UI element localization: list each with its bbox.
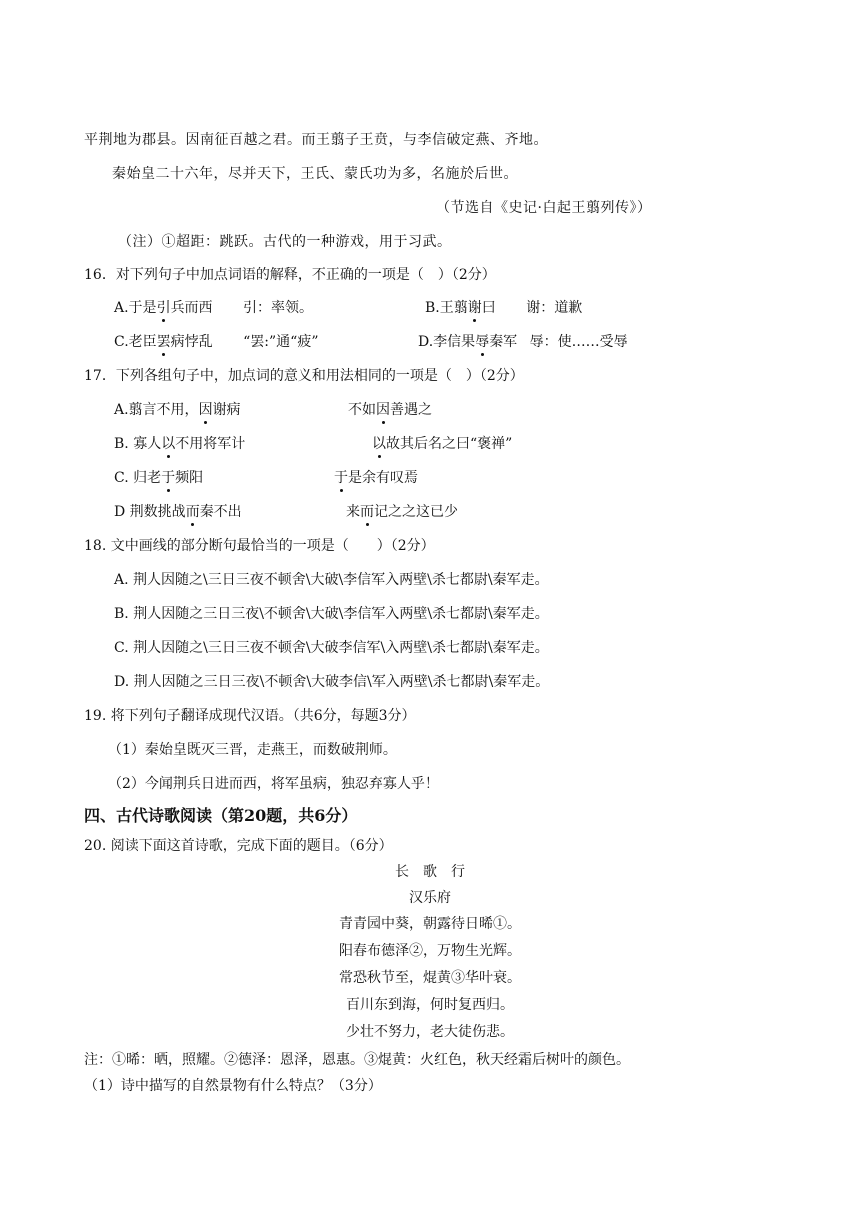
option-text: 病悖乱 xyxy=(170,334,213,350)
option-text: 不如 xyxy=(348,402,376,418)
dotted-word: 于 xyxy=(334,470,348,486)
poem-line: 少壮不努力，老大徒伤悲。 xyxy=(346,1024,514,1040)
dotted-word: 因 xyxy=(376,402,390,418)
option-text: 是余有叹焉 xyxy=(348,470,418,486)
question-18-stem: 18. 文中画线的部分断句最恰当的一项是（ ）（2分） xyxy=(84,538,435,554)
question-19-stem: 19. 将下列句子翻译成现代汉语。（共6分，每题3分） xyxy=(84,708,416,724)
dotted-word: 辱 xyxy=(475,334,490,350)
option-text: A.于是 xyxy=(114,300,157,316)
option-text: 兵而西 xyxy=(170,300,213,316)
q17-option-b-left xyxy=(114,434,245,454)
q16-option-a xyxy=(114,298,313,318)
q16-option-c xyxy=(114,332,318,352)
q19-sentence-1: （1）秦始皇既灭三晋，走燕王，而数破荆师。 xyxy=(108,742,397,758)
q18-option-d: D. 荆人因随之三日三夜\不顿舍\大破李信\军入两壁\杀七都尉\秦军走。 xyxy=(114,674,550,690)
q17-option-c-left xyxy=(114,468,203,488)
dotted-word: 而 xyxy=(185,504,200,520)
dotted-word: 于 xyxy=(161,470,176,486)
q17-option-b-right xyxy=(372,434,512,454)
option-explanation: 引：率领。 xyxy=(243,300,314,316)
option-text: 频阳 xyxy=(175,470,204,486)
q17-option-d-left xyxy=(114,502,242,522)
section-heading: 四、古代诗歌阅读（第20题，共6分） xyxy=(84,806,358,825)
q19-sentence-2: （2）今闻荆兵日进而西，将军虽病，独忍弃寡人乎！ xyxy=(108,776,439,792)
option-text: B.王翦 xyxy=(425,300,468,316)
poem-line: 阳春布德泽②，万物生光辉。 xyxy=(339,943,521,959)
q17-option-c-right xyxy=(334,468,418,488)
passage-line: 秦始皇二十六年，尽并天下，王氏、蒙氏功为多，名施於后世。 xyxy=(112,166,518,182)
q18-option-c: C. 荆人因随之\三日三夜不顿舍\大破李信军\入两壁\杀七都尉\秦军走。 xyxy=(114,640,549,656)
option-text: D 荆数挑战 xyxy=(114,504,186,520)
q17-option-d-right xyxy=(346,502,458,522)
poem-line: 青青园中葵，朝露待日晞①。 xyxy=(339,916,521,932)
question-16-stem: 16．对下列句子中加点词语的解释，不正确的一项是（ ）（2分） xyxy=(84,267,496,283)
option-text: 不用将军计 xyxy=(175,436,246,452)
q17-option-a-right xyxy=(348,400,432,420)
passage-line: 平荆地为郡县。因南征百越之君。而王翦子王贲，与李信破定燕、齐地。 xyxy=(84,132,548,148)
q16-option-b xyxy=(425,298,582,318)
option-text: C. 归老 xyxy=(114,470,162,486)
q16-option-d xyxy=(418,332,628,352)
poem-line: 百川东到海，何时复西归。 xyxy=(346,997,514,1013)
poem-title: 长 歌 行 xyxy=(395,864,465,880)
option-text: C.老臣 xyxy=(114,334,157,350)
option-text: 记之之这已少 xyxy=(374,504,458,520)
option-text: A.翦言不用， xyxy=(114,402,199,418)
dotted-word: 以 xyxy=(161,436,176,452)
q18-option-b: B. 荆人因随之三日三夜\不顿舍\大破\李信军入两壁\杀七都尉\秦军走。 xyxy=(114,606,549,622)
dotted-word: 谢 xyxy=(467,300,482,316)
dotted-word: 引 xyxy=(156,300,171,316)
option-explanation: 辱：使……受辱 xyxy=(529,334,628,350)
question-20-stem: 20. 阅读下面这首诗歌，完成下面的题目。（6分） xyxy=(84,838,393,854)
dotted-word: 以 xyxy=(372,436,386,452)
q20-subquestion-1: （1）诗中描写的自然景物有什么特点？（3分） xyxy=(84,1078,382,1094)
option-text: 秦不出 xyxy=(199,504,242,520)
option-text: 谢病 xyxy=(212,402,241,418)
question-17-stem: 17．下列各组句子中，加点词的意义和用法相同的一项是（ ）（2分） xyxy=(84,368,524,384)
option-text: 秦军 xyxy=(489,334,518,350)
option-text: 善遇之 xyxy=(390,402,432,418)
option-text: 故其后名之曰“褒禅” xyxy=(386,436,513,452)
passage-note: （注）①超距：跳跃。古代的一种游戏，用于习武。 xyxy=(118,234,452,250)
q18-option-a: A. 荆人因随之\三日三夜不顿舍\大破\李信军入两壁\杀七都尉\秦军走。 xyxy=(114,572,549,588)
passage-source: （节选自《史记·白起王翦列传》） xyxy=(436,200,652,216)
option-explanation: 谢：道歉 xyxy=(526,300,583,316)
option-text: B. 寡人 xyxy=(114,436,162,452)
option-text: 来 xyxy=(346,504,360,520)
dotted-word: 罢 xyxy=(156,334,171,350)
poem-author: 汉乐府 xyxy=(409,890,451,906)
option-text: 曰 xyxy=(481,300,496,316)
q17-option-a-left xyxy=(114,400,241,420)
poem-note: 注：①晞：晒，照耀。②德泽：恩泽，恩惠。③焜黄：火红色，秋天经霜后树叶的颜色。 xyxy=(84,1052,630,1068)
poem-line: 常恐秋节至，焜黄③华叶衰。 xyxy=(339,970,521,986)
dotted-word: 因 xyxy=(198,402,213,418)
option-text: D.李信果 xyxy=(418,334,476,350)
option-explanation: “罢:”通“疲” xyxy=(243,334,319,350)
dotted-word: 而 xyxy=(360,504,374,520)
